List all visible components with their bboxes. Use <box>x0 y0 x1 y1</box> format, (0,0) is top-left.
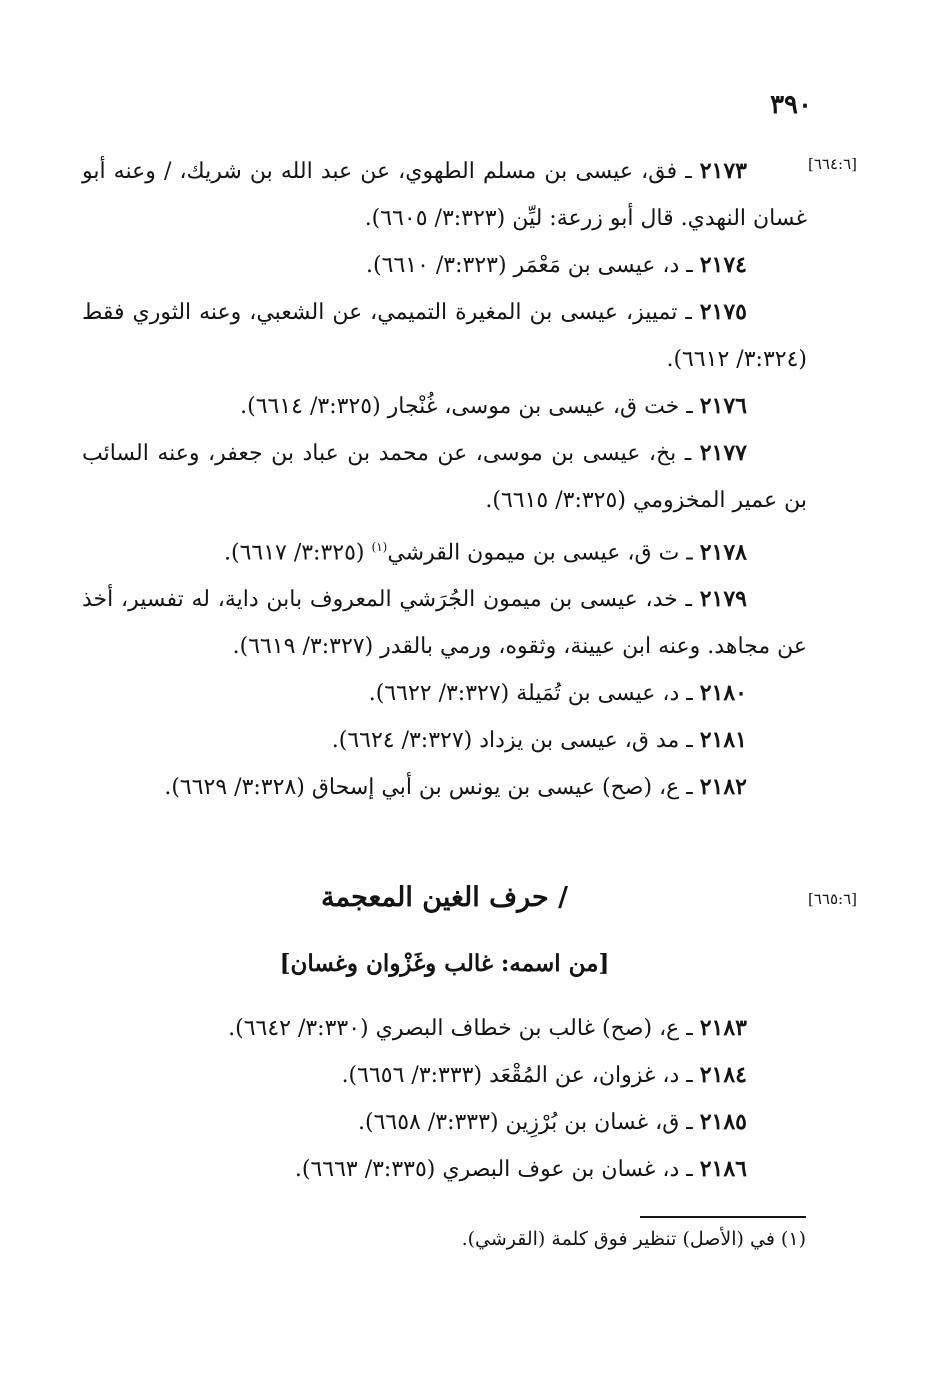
footnote: (١) في (الأصل) تنظير فوق كلمة (القرشي). <box>461 1228 806 1250</box>
section-subheading: [من اسمه: غالب وغَزْوان وغسان] <box>279 950 610 977</box>
entry-2176: ٢١٧٦ ـ خت ق، عيسى بن موسى، غُنْجار (٣:٣٢٥/ ٦٦١٤). <box>240 393 747 419</box>
entry-2179: ٢١٧٩ ـ خد، عيسى بن ميمون الجُرَشي المعروف بابن داية، له تفسير، أخذ عن مجاهد. وعنه ابن عيينة، وثقوه، ورمي بالقدر (٣:٣٢٧/ ٦٦١٩). <box>82 586 807 660</box>
entry-2184: ٢١٨٤ ـ د، غزوان، عن المُقْعَد (٣:٣٣٣/ ٦٦٥٦). <box>341 1062 747 1088</box>
entry-2173: ٢١٧٣ ـ فق، عيسى بن مسلم الطهوي، عن عبد الله بن شريك، / وعنه أبو غسان النهدي. قال أبو زرعة: ليِّن (٣:٣٢٣/ ٦٦٠٥). <box>82 158 807 231</box>
entry-2174: ٢١٧٤ ـ د، عيسى بن مَعْمَر (٣:٣٢٣/ ٦٦١٠). <box>366 252 747 278</box>
entry-2177: ٢١٧٧ ـ بخ، عيسى بن موسى، عن محمد بن عباد بن جعفر، وعنه السائب بن عمير المخزومي (٣:٣٢٥/ ٦٦١٥). <box>82 440 807 513</box>
entry-2175: ٢١٧٥ ـ تمييز، عيسى بن المغيرة التميمي، عن الشعبي، وعنه الثوري فقط (٣:٣٢٤/ ٦٦١٢). <box>82 299 807 372</box>
entries-list-ghain <box>82 1005 807 1193</box>
entries-list <box>82 148 807 811</box>
page-number: ٣٩٠ <box>770 90 812 120</box>
entry-2185: ٢١٨٥ ـ ق، غسان بن بُرْزِين (٣:٣٣٣/ ٦٦٥٨). <box>358 1109 747 1135</box>
margin-reference: [٦٦٥:٦] <box>808 890 857 908</box>
footnote-marker: (١) <box>371 540 388 554</box>
entry-2182: ٢١٨٢ ـ ع، (صح) عيسى بن يونس بن أبي إسحاق (٣:٣٢٨/ ٦٦٢٩). <box>164 774 747 801</box>
entry-2178: ٢١٧٨ ـ ت ق، عيسى بن ميمون القرشي$^{(١)}$ (٣:٣٢٥/ ٦٦١٧). <box>223 539 747 566</box>
entry-2181: ٢١٨١ ـ مد ق، عيسى بن يزداد (٣:٣٢٧/ ٦٦٢٤). <box>331 727 747 754</box>
footnote-divider <box>640 1216 806 1218</box>
entry-2186: ٢١٨٦ ـ د، غسان بن عوف البصري (٣:٣٣٥/ ٦٦٦٣). <box>294 1156 747 1182</box>
entry-2183: ٢١٨٣ ـ ع، (صح) غالب بن خطاف البصري (٣:٣٣٠/ ٦٦٤٢). <box>228 1015 747 1041</box>
section-heading: / حرف الغين المعجمة <box>321 882 568 913</box>
margin-reference: [٦٦٤:٦] <box>808 155 857 173</box>
entry-2180: ٢١٨٠ ـ د، عيسى بن تُمَيلة (٣:٣٢٧/ ٦٦٢٢). <box>368 680 747 707</box>
